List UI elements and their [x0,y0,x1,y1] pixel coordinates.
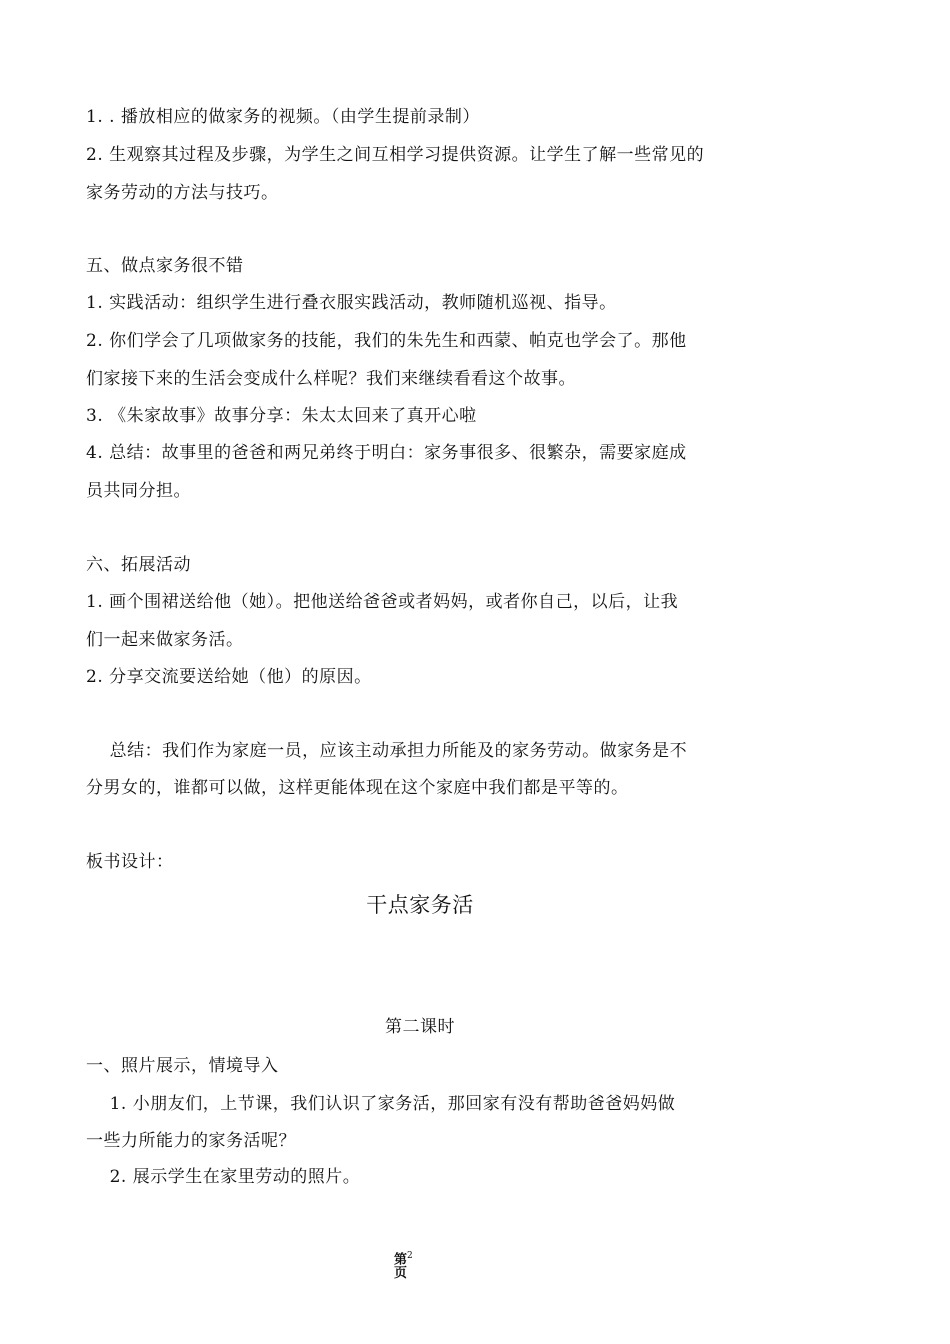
text-line: 1. . 播放相应的做家务的视频。（由学生提前录制） [86,107,480,127]
text-line: 4. 总结：故事里的爸爸和两兄弟终于明白：家务事很多、很繁杂，需要家庭成 [86,443,687,463]
page-number: 2 [407,1251,413,1261]
summary-line: 总结：我们作为家庭一员，应该主动承担力所能及的家务劳动。做家务是不 [86,741,688,761]
page-suffix: 页 [394,1266,408,1281]
text-line: 1. 小朋友们，上节课，我们认识了家务活，那回家有没有帮助爸爸妈妈做 [86,1094,676,1114]
text-line: 员共同分担。 [86,481,191,501]
section-heading: 一、照片展示，情境导入 [86,1056,279,1076]
text-line: 们家接下来的生活会变成什么样呢？我们来继续看看这个故事。 [86,369,576,389]
section-heading: 五、做点家务很不错 [86,256,244,276]
text-line: 家务劳动的方法与技巧。 [86,183,279,203]
summary-line: 分男女的，谁都可以做，这样更能体现在这个家庭中我们都是平等的。 [86,778,629,798]
text-line: 1. 画个围裙送给他（她）。把他送给爸爸或者妈妈，或者你自己，以后，让我 [86,592,679,612]
text-line: 1. 实践活动：组织学生进行叠衣服实践活动，教师随机巡视、指导。 [86,293,617,313]
board-title: 干点家务活 [366,893,474,917]
lesson-heading: 第二课时 [385,1017,455,1037]
text-line: 们一起来做家务活。 [86,630,244,650]
text-line: 2. 你们学会了几项做家务的技能，我们的朱先生和西蒙、帕克也学会了。那他 [86,331,687,351]
text-line: 一些力所能力的家务活呢？ [86,1131,296,1151]
section-heading: 六、拓展活动 [86,555,191,575]
text-line: 2. 生观察其过程及步骤，为学生之间互相学习提供资源。让学生了解一些常见的 [86,145,705,165]
text-line: 3. 《朱家故事》故事分享：朱太太回来了真开心啦 [86,406,477,426]
page-prefix: 第 [394,1252,408,1268]
text-line: 2. 展示学生在家里劳动的照片。 [86,1167,361,1187]
text-line: 2. 分享交流要送给她（他）的原因。 [86,667,372,687]
board-design-label: 板书设计： [86,852,174,872]
